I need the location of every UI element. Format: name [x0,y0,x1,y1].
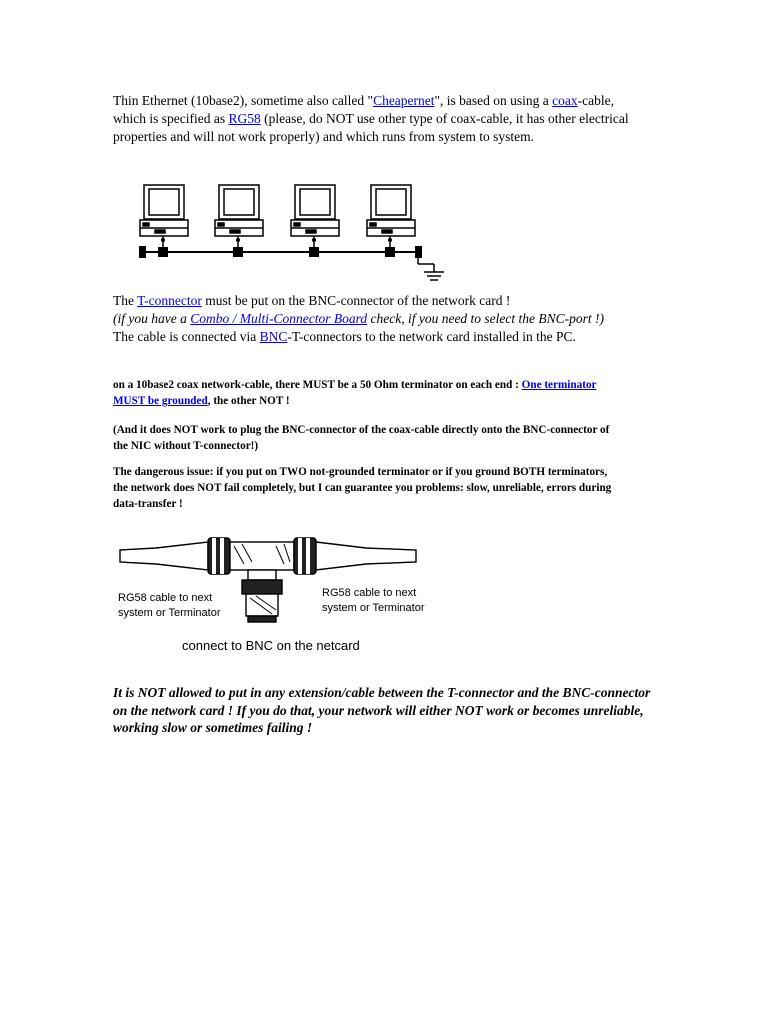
t-connector-icon [385,247,395,257]
t-connector-diagram [116,528,436,656]
left-cable-label-2: system or Terminator [118,607,221,619]
t-connector-link[interactable]: T-connector [137,293,202,308]
computer-icon [291,185,339,236]
computer-icon [367,185,415,236]
right-cable-label-1: RG58 cable to next [322,587,417,599]
cheapernet-link[interactable]: Cheapernet [373,93,435,108]
terminator-paragraph [113,377,613,409]
terminator-icon [415,246,422,258]
bnc-link[interactable]: BNC [259,329,288,344]
bnc-line [113,328,658,346]
intro-text-3: -cable, which is specified as [113,93,614,126]
grounded-terminator-link[interactable]: One terminator MUST be grounded [113,379,597,407]
t-connector-text-1: The [113,293,138,308]
terminator-icon [139,246,146,258]
terminator-text-2: , the other NOT ! [207,395,290,407]
intro-text-4: (please, do NOT use other type of coax-cable, it has other electrical properties and will not work properly) and which runs from system to system. [113,111,629,144]
t-connector-line [113,292,658,310]
combo-text-2: check, if you need to select the BNC-port !) [367,311,605,326]
bnc-text-1: The cable is connected via [113,329,260,344]
t-connector-paragraph [113,292,658,346]
network-bus-diagram [136,182,456,282]
t-connector-icon [233,247,243,257]
intro-text-2: ", is based on using a [434,93,553,108]
netcard-label: connect to BNC on the netcard [182,638,360,653]
bnc-text-2: -T-connectors to the network card installed in the PC. [287,329,576,344]
intro-paragraph [113,92,643,146]
warning-paragraph: It is NOT allowed to put in any extension/cable between the T-connector and the BNC-connector on the network card ! If you do that, your network will either NOT work or becomes unreliable, working slow or sometimes failing ! [113,685,651,735]
no-direct-plug-paragraph: (And it does NOT work to plug the BNC-connector of the coax-cable directly onto the BNC-connector of the NIC without T-connector!) [113,424,610,452]
combo-board-link[interactable]: Combo / Multi-Connector Board [190,311,368,326]
coax-link[interactable]: coax [552,93,578,108]
t-connector-icon [309,247,319,257]
t-connector-icon [158,247,168,257]
computer-icon [140,185,188,236]
rg58-link[interactable]: RG58 [228,111,261,126]
combo-board-note [113,310,658,328]
intro-text-1: Thin Ethernet (10base2), sometime also called " [113,93,374,108]
combo-text-1: (if you have a [113,311,191,326]
terminator-text-1: on a 10base2 coax network-cable, there MUST be a 50 Ohm terminator on each end : [113,379,522,391]
right-cable-label-2: system or Terminator [322,602,425,614]
dangerous-issue-paragraph: The dangerous issue: if you put on TWO not-grounded terminator or if you ground BOTH terminators, the network does NOT fail completely, but I can guarantee you problems: slow, unreliable, errors during data-transfer ! [113,466,612,510]
computer-icon [215,185,263,236]
left-cable-label-1: RG58 cable to next [118,592,213,604]
t-connector-text-2: must be put on the BNC-connector of the network card ! [201,293,511,308]
